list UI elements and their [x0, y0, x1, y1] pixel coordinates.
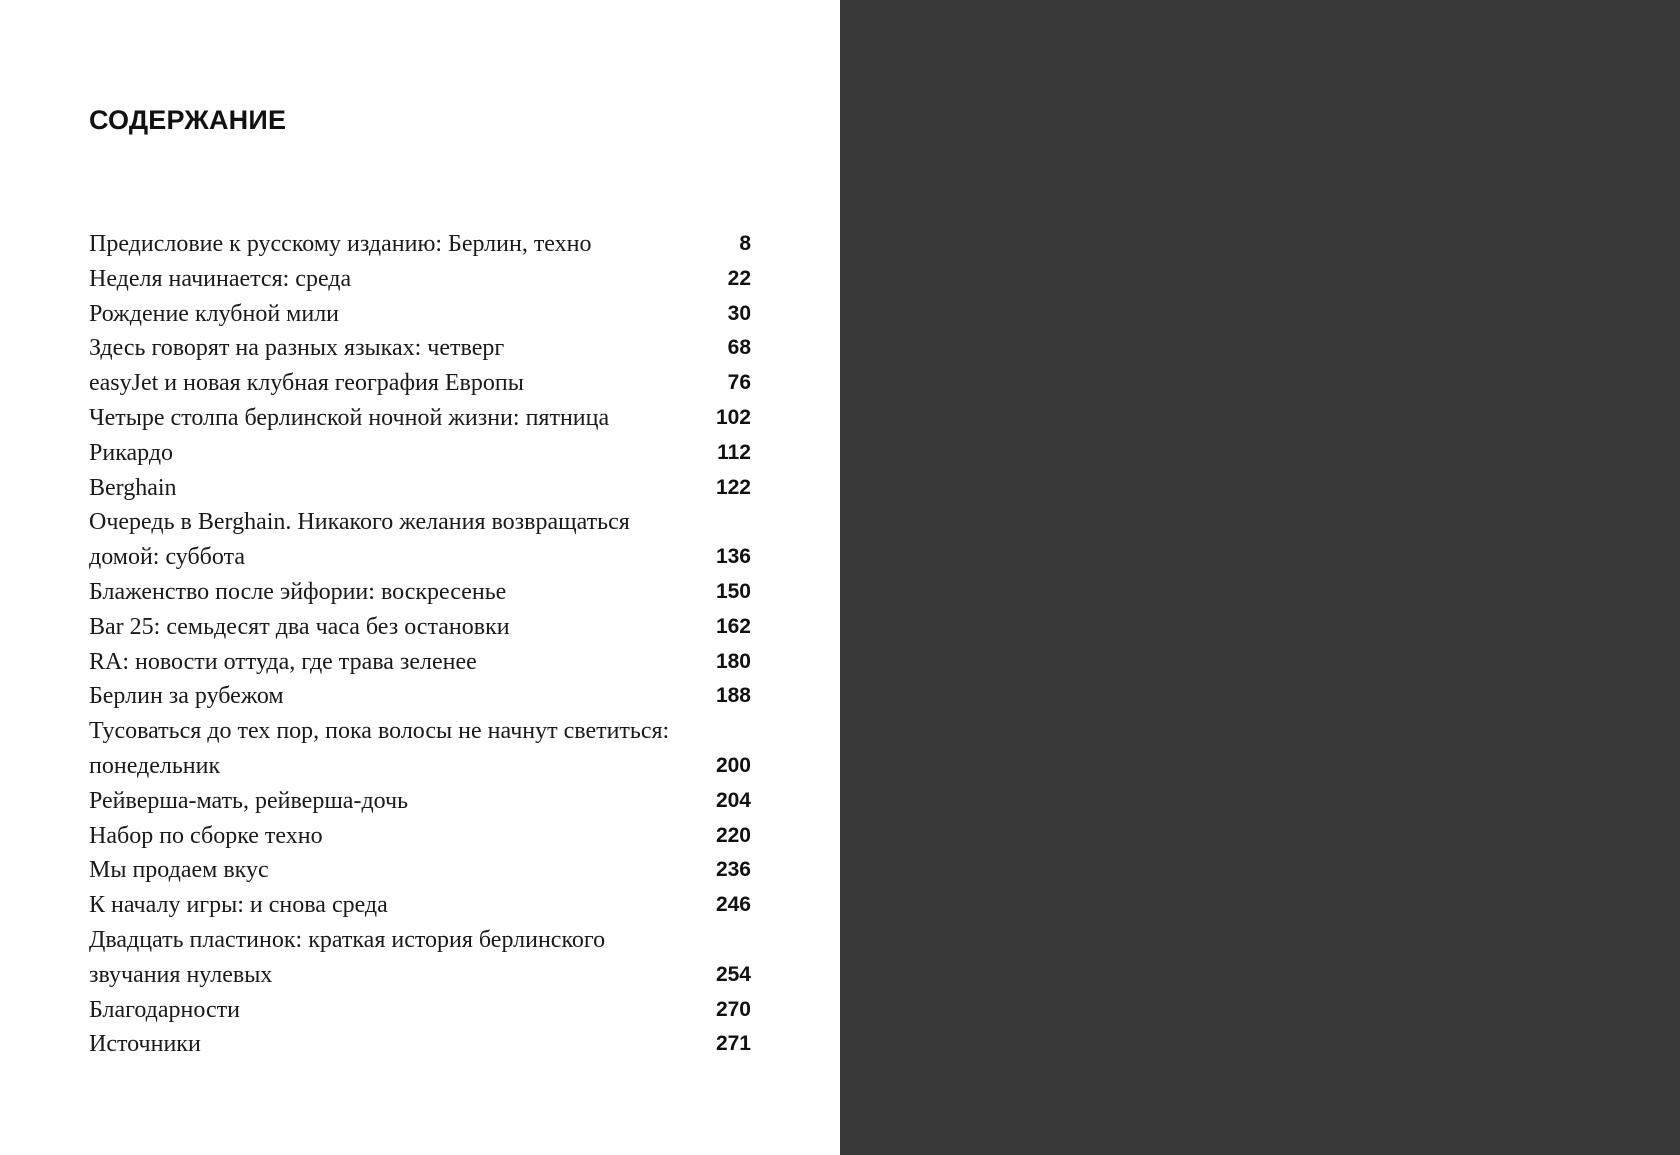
right-page-dark — [840, 0, 1680, 1155]
toc-entry-title: Берлин за рубежом — [89, 683, 284, 710]
toc-entry — [89, 505, 751, 575]
toc-entry-title: Предисловие к русскому изданию: Берлин, техно — [89, 231, 592, 257]
toc-entry-title: Тусоваться до тех пор, пока волосы не начнут светиться: понедельник — [89, 718, 670, 779]
toc-entry-page: 236 — [715, 858, 751, 882]
toc-entry-title: Блаженство после эйфории: воскресенье — [89, 578, 507, 605]
toc-heading: СОДЕРЖАНИЕ — [89, 105, 287, 135]
toc-entry-page: 136 — [715, 545, 751, 569]
toc-entry-title: Двадцать пластинок: краткая история берлинского звучания нулевых — [89, 926, 606, 988]
toc-entry — [89, 888, 751, 923]
toc-entry — [89, 784, 751, 819]
toc-entry-page: 122 — [715, 475, 751, 499]
toc-entry — [89, 436, 751, 471]
toc-entry — [89, 262, 751, 297]
toc-entry-page: 112 — [717, 440, 751, 464]
toc-entry-page: 270 — [715, 997, 751, 1021]
toc-entry-page: 188 — [715, 684, 751, 708]
toc-entry-title: Bar 25: семьдесят два часа без остановки — [89, 613, 510, 640]
toc-entry — [89, 714, 751, 784]
toc-entry-title: Мы продаем вкус — [89, 857, 269, 884]
toc-entry-title: Неделя начинается: среда — [89, 265, 352, 292]
toc-entry-title: Источники — [89, 1031, 201, 1058]
toc-entry-page: 68 — [727, 336, 751, 360]
toc-entry — [89, 227, 751, 262]
toc-entry-page: 254 — [715, 962, 751, 986]
toc-entry — [89, 575, 751, 610]
toc-entry — [89, 993, 751, 1028]
toc-entry — [89, 853, 751, 888]
toc-entry-page: 220 — [715, 823, 751, 847]
toc-entry — [89, 366, 751, 401]
toc-entry-page: 76 — [727, 371, 751, 395]
toc-entry-page: 150 — [715, 579, 751, 603]
toc-entry-title: Благодарности — [89, 996, 240, 1023]
toc-entry — [89, 1027, 751, 1062]
toc-entry-title: Четыре столпа берлинской ночной жизни: пятница — [89, 404, 610, 431]
toc-entry-page: 30 — [727, 301, 751, 325]
toc-entry-title: Berghain — [89, 474, 177, 501]
toc-entry — [89, 471, 751, 506]
toc-entry-page: 8 — [739, 232, 751, 255]
toc-entry-page: 200 — [715, 753, 751, 777]
toc-entry — [89, 297, 751, 332]
toc-entry-title: Здесь говорят на разных языках: четверг — [89, 335, 505, 362]
toc-entry-page: 204 — [715, 788, 751, 812]
toc-entry-title: easyJet и новая клубная география Европы — [89, 370, 524, 397]
toc-entry-title: Рождение клубной мили — [89, 300, 340, 327]
toc-entry-title: Набор по сборке техно — [89, 822, 323, 849]
toc-entry-page: 22 — [727, 266, 751, 290]
toc-entry-title: К началу игры: и снова среда — [89, 892, 388, 919]
toc-entry — [89, 645, 751, 680]
toc-entry — [89, 819, 751, 854]
toc-entry — [89, 401, 751, 436]
toc-entry — [89, 331, 751, 366]
toc-entry-page: 162 — [715, 614, 751, 638]
toc-entry-page: 180 — [715, 649, 751, 673]
toc-entry — [89, 923, 751, 993]
toc-entry-title: RA: новости оттуда, где трава зеленее — [89, 648, 477, 675]
toc-list — [89, 227, 751, 1062]
toc-entry — [89, 610, 751, 645]
toc-entry-title: Очередь в Berghain. Никакого желания возвращаться домой: суббота — [89, 509, 630, 571]
toc-entry — [89, 679, 751, 714]
toc-entry-page: 102 — [715, 405, 751, 429]
toc-entry-page: 246 — [715, 893, 751, 917]
toc-entry-title: Рикардо — [89, 439, 174, 466]
toc-entry-title: Рейверша-мать, рейверша-дочь — [89, 787, 409, 814]
toc-entry-page: 271 — [715, 1032, 751, 1056]
